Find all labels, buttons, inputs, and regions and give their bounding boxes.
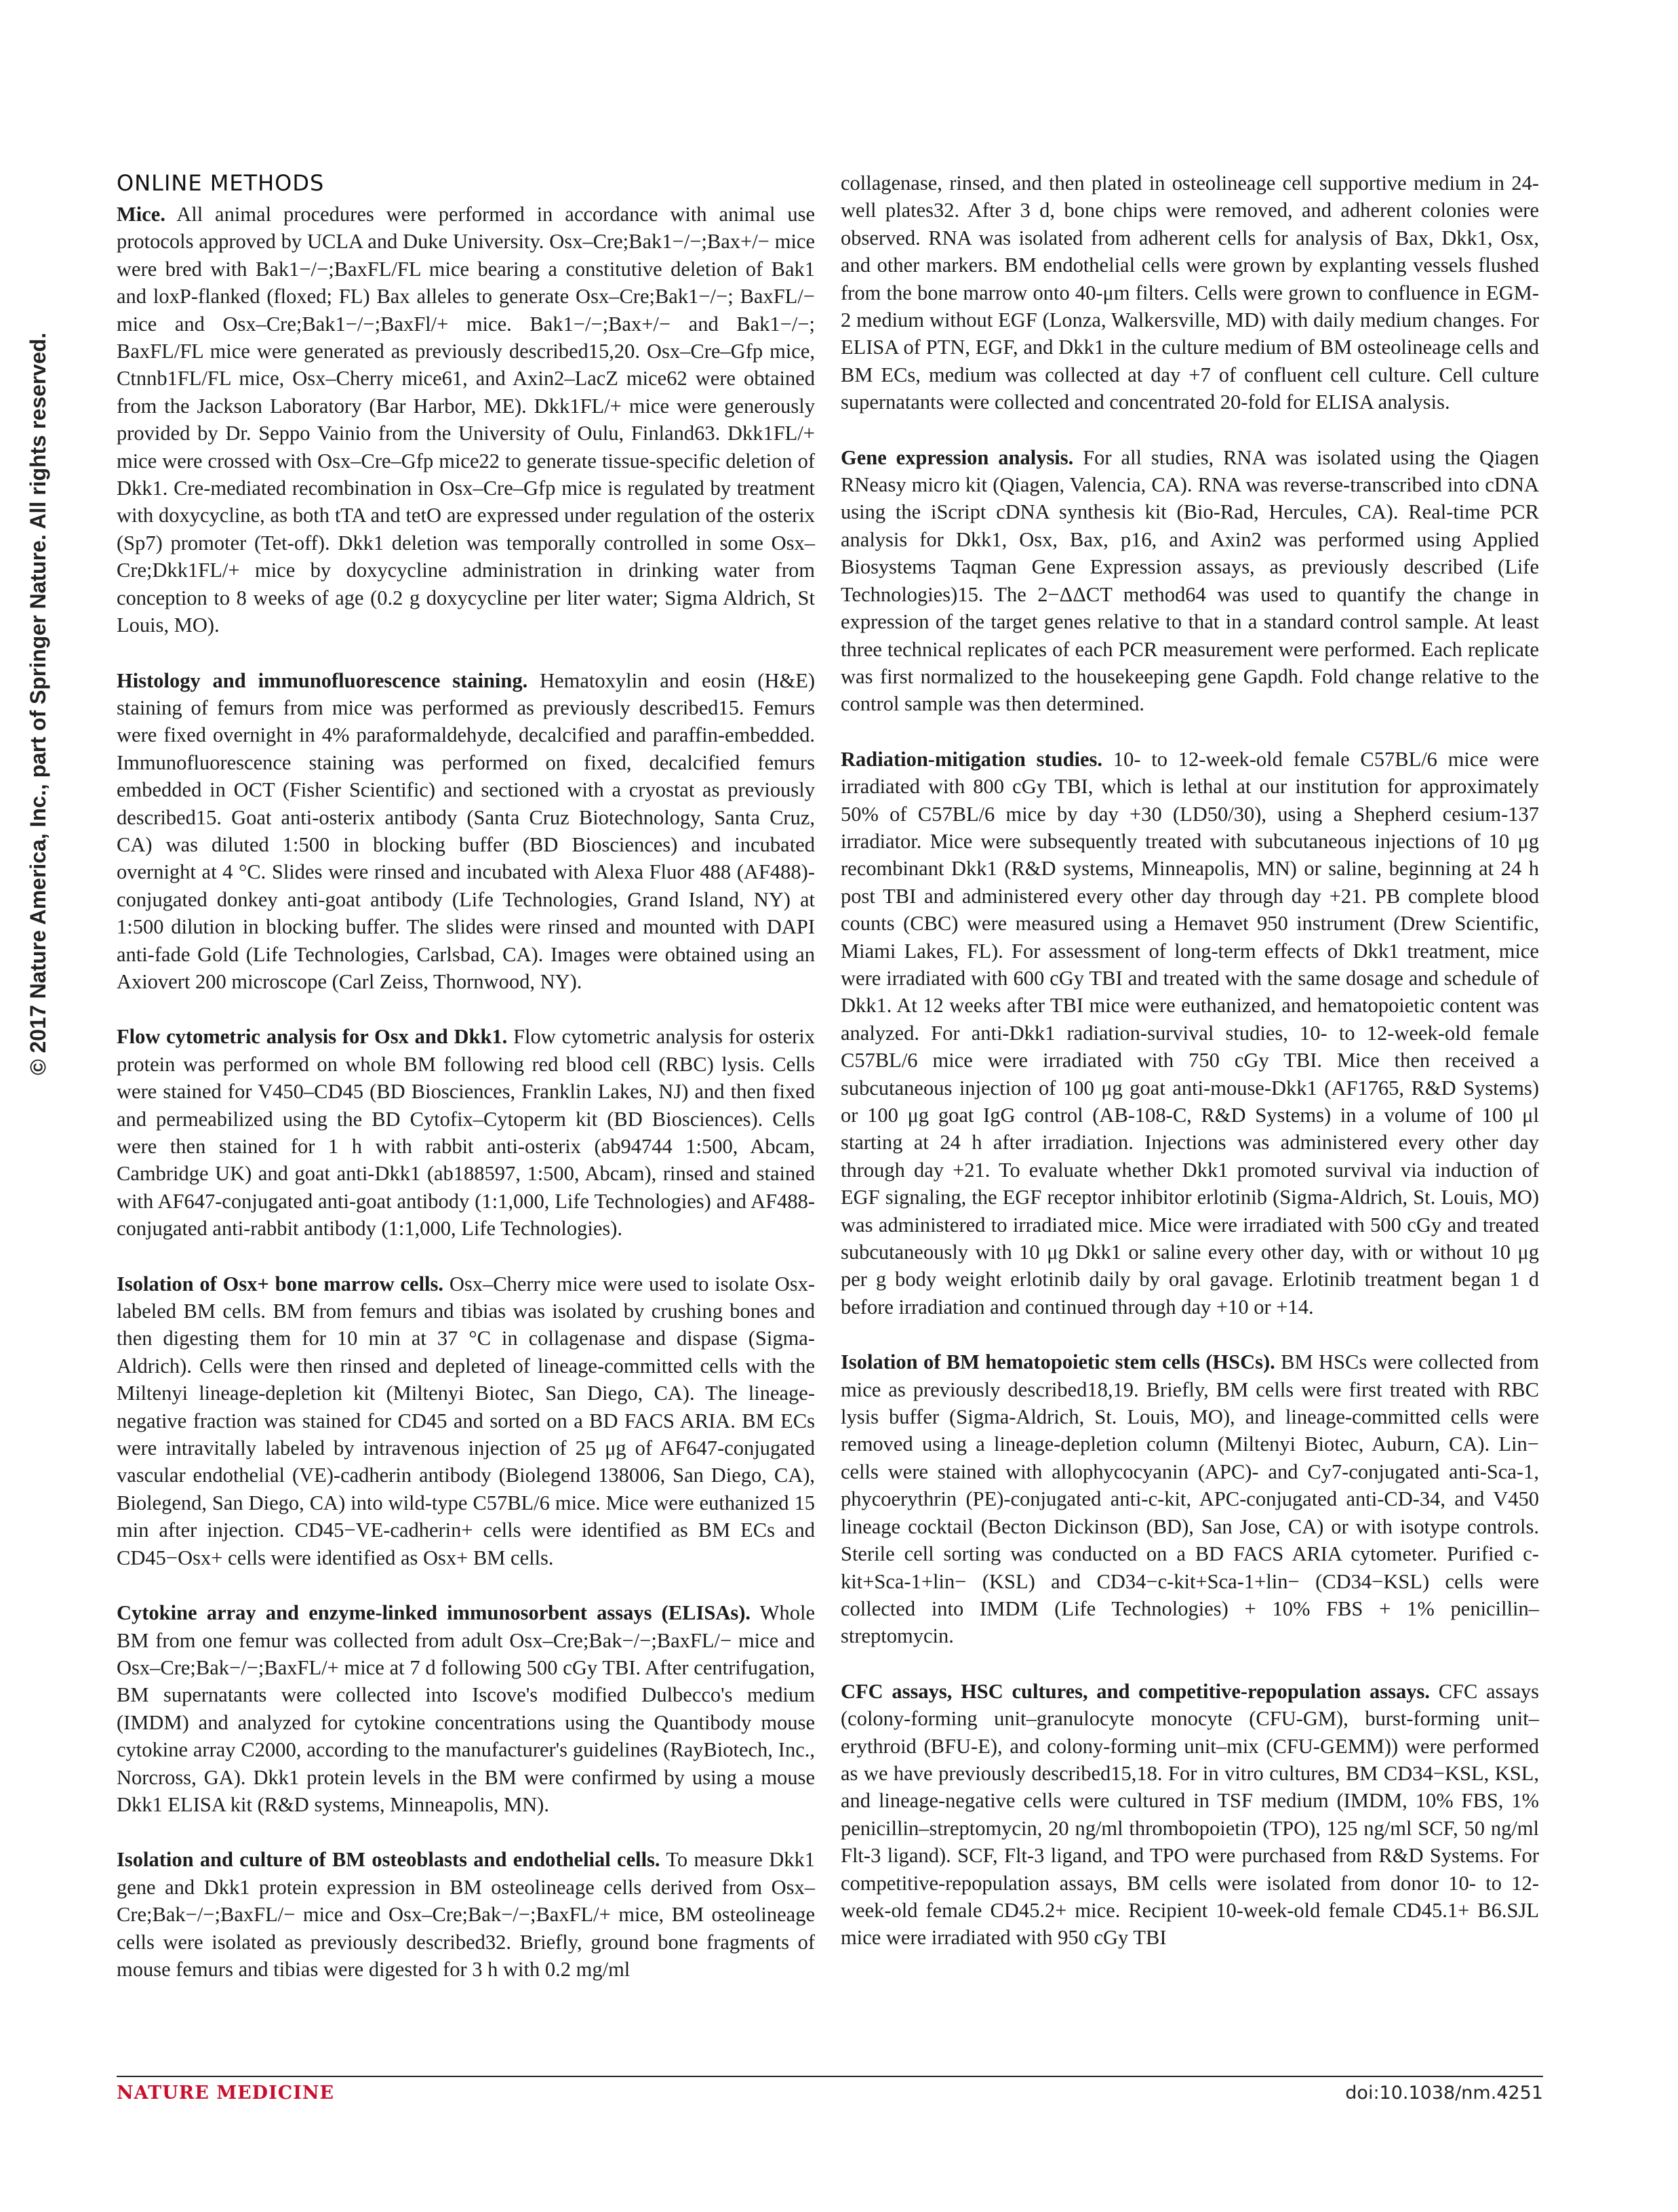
body-histology: Hematoxylin and eosin (H&E) staining of femurs from mice was performed as previously described15. Femurs were fixed overnight in 4% paraformaldehyde, decalcified and paraffin-embedded. Immunofluorescence staining was performed on fixed, decalcified femurs embedded in OCT (Fisher Scientific) and sectioned with a cryostat as previously described15. Goat anti-osterix antibody (Santa Cruz Biotechnology, Santa Cruz, CA) was diluted 1:500 in blocking buffer (BD Biosciences) and incubated overnight at 4 °C. Slides were rinsed and incubated with Alexa Fluor 488 (AF488)-conjugated donkey anti-goat antibody (Life Technologies, Grand Island, NY) at 1:500 dilution in blocking buffer. The slides were rinsed and mounted with DAPI anti-fade Gold (Life Technologies, Carlsbad, CA). Images were obtained using an Axiovert 200 microscope (Carl Zeiss, Thornwood, NY).: [117, 668, 816, 993]
journal-name: NATURE MEDICINE: [117, 2083, 335, 2104]
footer-rule: [117, 2076, 1543, 2077]
paragraph-mice: [117, 201, 815, 639]
body-mice: All animal procedures were performed in accordance with animal use protocols approved by UCLA and Duke University. Osx–Cre;Bak1−/−;Bax+/− mice were bred with Bak1−/−;BaxFL/FL mice bearing a constitutive deletion of Bak1 and loxP-flanked (floxed; FL) Bax alleles to generate Osx–Cre;Bak1−/−; BaxFL/− mice and Osx–Cre;Bak1−/−;BaxFl/+ mice. Bak1−/−;Bax+/− and Bak1−/−; BaxFL/FL mice were generated as previously described15,20. Osx–Cre–Gfp mice, Ctnnb1FL/FL mice, Osx–Cherry mice61, and Axin2–LacZ mice62 were obtained from the Jackson Laboratory (Bar Harbor, ME). Dkk1FL/+ mice were generously provided by Dr. Seppo Vainio from the University of Oulu, Finland63. Dkk1FL/+ mice were crossed with Osx–Cre–Gfp mice22 to generate tissue-specific deletion of Dkk1. Cre-mediated recombination in Osx–Cre–Gfp mice is regulated by treatment with doxycycline, as both tTA and tetO are expressed under regulation of the osterix (Sp7) promoter (Tet-off). Dkk1 deletion was temporally controlled in some Osx–Cre;Dkk1FL/+ mice by doxycycline administration in drinking water from conception to 8 weeks of age (0.2 g doxycycline per liter water; Sigma Aldrich, St Louis, MO).: [117, 203, 815, 637]
heading-osteoblast-culture: Isolation and culture of BM osteoblasts and endothelial cells.: [117, 1848, 660, 1872]
heading-mice: Mice.: [117, 203, 165, 226]
heading-osx-isolation: Isolation of Osx+ bone marrow cells.: [117, 1272, 444, 1295]
paragraph-cfc-assays: [841, 1678, 1539, 1952]
paragraph-osx-isolation: [117, 1270, 815, 1571]
section-title: ONLINE METHODS: [117, 170, 325, 196]
left-column: [117, 169, 815, 2011]
paragraph-histology: [117, 667, 815, 996]
copyright-notice: © 2017 Nature America, Inc., part of Springer Nature. All rights reserved.: [26, 332, 50, 1075]
right-column: [841, 169, 1539, 1979]
heading-gene-expression: Gene expression analysis.: [841, 445, 1074, 469]
heading-cytokine: Cytokine array and enzyme-linked immunosorbent assays (ELISAs).: [117, 1601, 751, 1625]
body-cfc-assays: CFC assays (colony-forming unit–granulocyte monocyte (CFU-GM), burst-forming unit–erythroid (BFU-E), and colony-forming unit–mix (CFU-GEMM)) were performed as we have previously described15,18. For in vitro cultures, BM CD34−KSL, KSL, and lineage-negative cells were cultured in TSF medium (IMDM, 10% FBS, 1% penicillin–streptomycin, 20 ng/ml thrombopoietin (TPO), 125 ng/ml SCF, 50 ng/ml Flt-3 ligand). SCF, Flt-3 ligand, and TPO were purchased from R&D Systems. For competitive-repopulation assays, BM cells were isolated from donor 10- to 12-week-old female CD45.2+ mice. Recipient 10-week-old female CD45.1+ B6.SJL mice were irradiated with 950 cGy TBI: [841, 1679, 1539, 1950]
body-hsc-isolation: BM HSCs were collected from mice as previously described18,19. Briefly, BM cells were first treated with RBC lysis buffer (Sigma-Aldrich, St. Louis, MO), and lineage-committed cells were removed using a lineage-depletion column (Miltenyi Biotec, Auburn, CA). Lin− cells were stained with allophycocyanin (APC)- and Cy7-conjugated anti-Sca-1, phycoerythrin (PE)-conjugated anti-c-kit, APC-conjugated anti-CD-34, and V450 lineage cocktail (Becton Dickinson (BD), San Jose, CA) or with isotype controls. Sterile cell sorting was conducted on a BD FACS ARIA cytometer. Purified c-kit+Sca-1+lin− (KSL) and CD34−c-kit+Sca-1+lin− (CD34−KSL) cells were collected into IMDM (Life Technologies) + 10% FBS + 1% penicillin–streptomycin.: [841, 1350, 1540, 1648]
paragraph-flow-cytometry: [117, 1023, 815, 1242]
heading-radiation: Radiation-mitigation studies.: [841, 747, 1103, 771]
heading-hsc-isolation: Isolation of BM hematopoietic stem cells (HSCs).: [841, 1350, 1275, 1374]
body-cytokine: Whole BM from one femur was collected from adult Osx–Cre;Bak−/−;BaxFL/− mice and Osx–Cre;Bak−/−;BaxFL/+ mice at 7 d following 500 cGy TBI. After centrifugation, BM supernatants were collected into Iscove's modified Dulbecco's medium (IMDM) and analyzed for cytokine concentrations using the Quantibody mouse cytokine array C2000, according to the manufacturer's guidelines (RayBiotech, Inc., Norcross, GA). Dkk1 protein levels in the BM were confirmed by using a mouse Dkk1 ELISA kit (R&D systems, Minneapolis, MN).: [117, 1601, 815, 1816]
body-flow-cytometry: Flow cytometric analysis for osterix protein was performed on whole BM following red blood cell (RBC) lysis. Cells were stained for V450–CD45 (BD Biosciences, Franklin Lakes, NJ) and then fixed and permeabilized using the BD Cytofix–Cytoperm kit (BD Biosciences). Cells were then stained for 1 h with rabbit anti-osterix (ab94744 1:500, Abcam, Cambridge UK) and goat anti-Dkk1 (ab188597, 1:500, Abcam), rinsed and stained with AF647-conjugated anti-goat antibody (1:1,000, Life Technologies) and AF488-conjugated anti-rabbit antibody (1:1,000, Life Technologies).: [117, 1025, 815, 1241]
paragraph-osteoblast-culture: [117, 1846, 815, 1983]
doi: doi:10.1038/nm.4251: [1345, 2083, 1543, 2104]
paragraph-cytokine: [117, 1599, 815, 1818]
heading-flow-cytometry: Flow cytometric analysis for Osx and Dkk1.: [117, 1025, 508, 1049]
body-continued: collagenase, rinsed, and then plated in osteolineage cell supportive medium in 24-well plates32. After 3 d, bone chips were removed, and adherent colonies were observed. RNA was isolated from adherent cells for analysis of Bax, Dkk1, Osx, and other markers. BM endothelial cells were grown by explanting vessels flushed from the bone marrow onto 40-μm filters. Cells were grown to confluence in EGM-2 medium without EGF (Lonza, Walkersville, MD) with daily medium changes. For ELISA of PTN, EGF, and Dkk1 in the culture medium of BM osteolineage cells and BM ECs, medium was collected at day +7 of confluent cell culture. Cell culture supernatants were collected and concentrated 20-fold for ELISA analysis.: [841, 172, 1539, 414]
body-radiation: 10- to 12-week-old female C57BL/6 mice were irradiated with 800 cGy TBI, which is lethal at our institution for approximately 50% of C57BL/6 mice by day +30 (LD50/30), using a Shepherd cesium-137 irradiator. Mice were subsequently treated with subcutaneous injections of 10 μg recombinant Dkk1 (R&D systems, Minneapolis, MN) or saline, beginning at 24 h post TBI and administered every other day through day +21. PB complete blood counts (CBC) were measured using a Hemavet 950 instrument (Drew Scientific, Miami Lakes, FL). For assessment of long-term effects of Dkk1 treatment, mice were irradiated with 600 cGy TBI and treated with the same dosage and schedule of Dkk1. At 12 weeks after TBI mice were euthanized, and hematopoietic content was analyzed. For anti-Dkk1 radiation-survival studies, 10- to 12-week-old female C57BL/6 mice were irradiated with 750 cGy TBI. Mice then received a subcutaneous injection of 100 μg goat anti-mouse-Dkk1 (AF1765, R&D Systems) or 100 μg goat IgG control (AB-108-C, R&D Systems) in a volume of 100 μl starting at 24 h after irradiation. Injections was administered every other day through day +21. To evaluate whether Dkk1 promoted survival via induction of EGF signaling, the EGF receptor inhibitor erlotinib (Sigma-Aldrich, St. Louis, MO) was administered to irradiated mice. Mice were irradiated with 500 cGy and treated subcutaneously with 10 μg Dkk1 or saline every other day, with or without 10 μg per g body weight erlotinib daily by oral gavage. Erlotinib treatment began 1 d before irradiation and continued through day +10 or +14.: [841, 747, 1540, 1319]
body-osx-isolation: Osx–Cherry mice were used to isolate Osx-labeled BM cells. BM from femurs and tibias was isolated by crushing bones and then digesting them for 10 min at 37 °C in collagenase and dispase (Sigma-Aldrich). Cells were then rinsed and depleted of lineage-committed cells with the Miltenyi lineage-depletion kit (Miltenyi Biotec, San Diego, CA). The lineage-negative fraction was stained for CD45 and sorted on a BD FACS ARIA. BM ECs were intravitally labeled by intravenous injection of 25 μg of AF647-conjugated vascular endothelial (VE)-cadherin antibody (Biolegend 138006, San Diego, CA), Biolegend, San Diego, CA) into wild-type C57BL/6 mice. Mice were euthanized 15 min after injection. CD45−VE-cadherin+ cells were identified as BM ECs and CD45−Osx+ cells were identified as Osx+ BM cells.: [117, 1272, 816, 1569]
body-gene-expression: For all studies, RNA was isolated using the Qiagen RNeasy micro kit (Qiagen, Valencia, CA). RNA was reverse-transcribed into cDNA using the iScript cDNA synthesis kit (Bio-Rad, Hercules, CA). Real-time PCR analysis for Dkk1, Osx, Bax, p16, and Axin2 was performed using Applied Biosystems Taqman Gene Expression assays, as previously described (Life Technologies)15. The 2−ΔΔCT method64 was used to quantify the change in expression of the target genes relative to that in a standard control sample. At least three technical replicates of each PCR measurement were performed. Each replicate was first normalized to the housekeeping gene Gapdh. Fold change relative to the control sample was then determined.: [841, 445, 1540, 716]
body-osteoblast-culture: To measure Dkk1 gene and Dkk1 protein expression in BM osteolineage cells derived from Osx–Cre;Bak−/−;BaxFL/− mice and Osx–Cre;Bak−/−;BaxFL/+ mice, BM osteolineage cells were isolated as previously described32. Briefly, ground bone fragments of mouse femurs and tibias were digested for 3 h with 0.2 mg/ml: [117, 1848, 816, 1981]
heading-cfc-assays: CFC assays, HSC cultures, and competitive-repopulation assays.: [841, 1679, 1430, 1703]
heading-histology: Histology and immunofluorescence staining.: [117, 668, 528, 692]
paragraph-continued: [841, 169, 1539, 416]
paragraph-gene-expression: [841, 444, 1539, 718]
paragraph-radiation: [841, 746, 1539, 1321]
paragraph-hsc-isolation: [841, 1348, 1539, 1649]
